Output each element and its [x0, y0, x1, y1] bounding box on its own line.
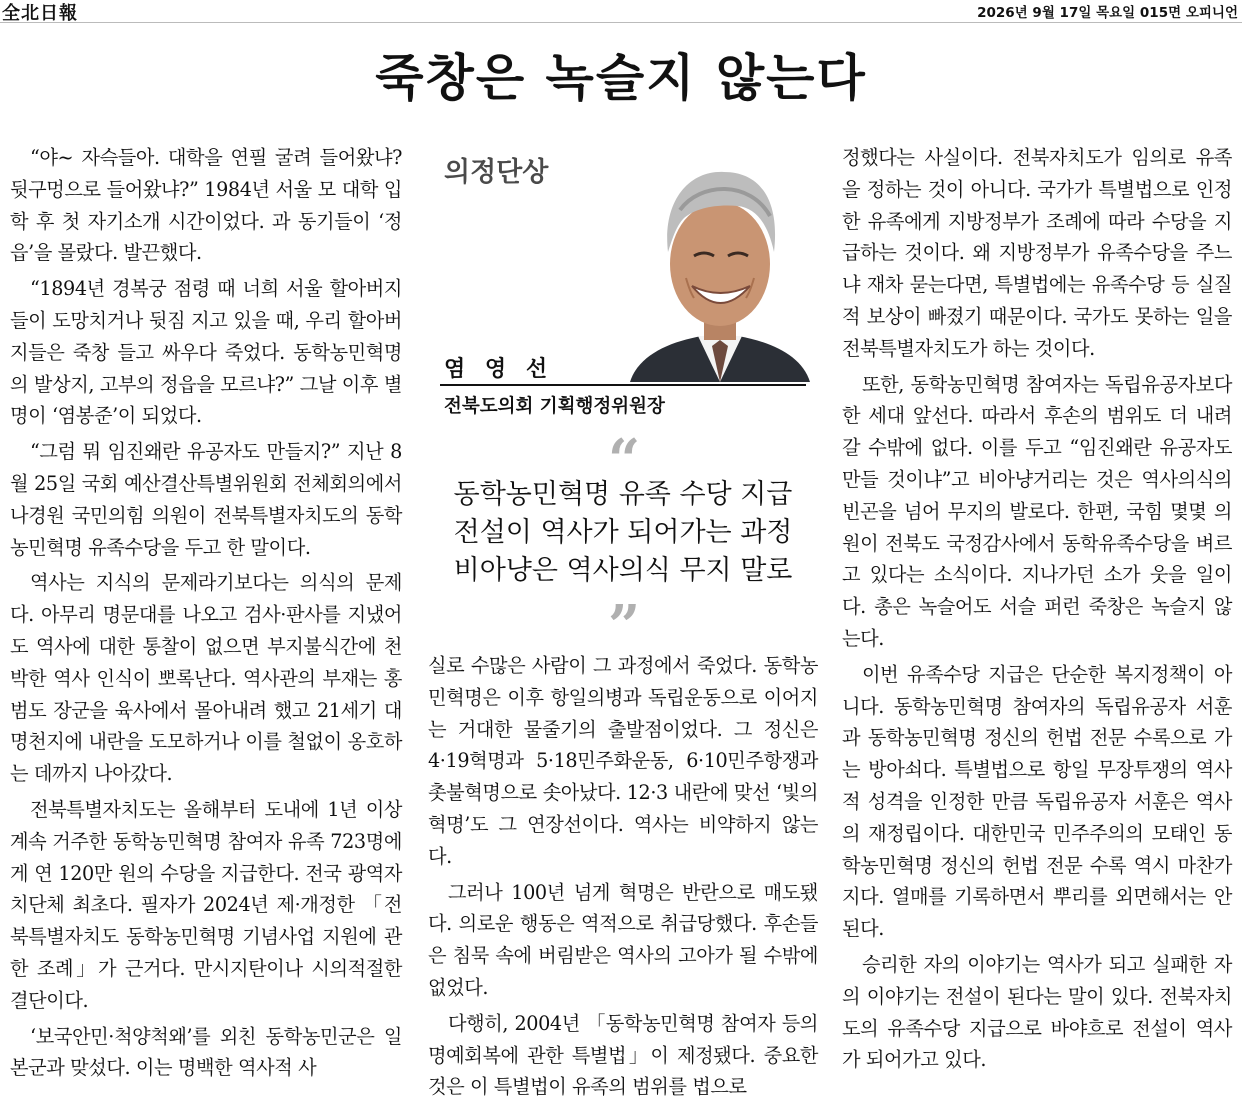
author-title: 전북도의회 기획행정위원장	[444, 396, 665, 417]
paragraph: “야~ 자슥들아. 대학을 연필 굴려 들어왔냐? 뒷구멍으로 들어왔냐?” 1984년 서울 모 대학 입학 후 첫 자기소개 시간이었다. 과 동기들이 ‘정읍’을 몰랐다. 발끈했다.	[10, 146, 402, 265]
paragraph: 실로 수많은 사람이 그 과정에서 죽었다. 동학농민혁명은 이후 항일의병과 독립운동으로 이어지는 거대한 물줄기의 출발점이었다. 그 정신은 4·19혁명과 5·18민주화운동, 6·10민주항쟁과 촛불혁명으로 솟아났다. 12·3 내란에 맞선 ‘빛의 혁명’도 그 연장선이다. 역사는 비약하지 않는다.	[428, 654, 818, 868]
paragraph: 그러나 100년 넘게 혁명은 반란으로 매도됐다. 의로운 행동은 역적으로 취급당했다. 후손들은 침묵 속에 버림받은 역사의 고아가 될 수밖에 없었다.	[428, 880, 818, 999]
pull-quote-line: 전설이 역사가 되어가는 과정	[453, 517, 793, 548]
close-quote-mark: ”	[608, 593, 641, 659]
article-column-1	[10, 142, 402, 1088]
paragraph: 정했다는 사실이다. 전북자치도가 임의로 유족을 정하는 것이 아니다. 국가가 특별법으로 인정한 유족에게 지방정부가 조례에 따라 수당을 지급하는 것이다. 왜 지방정부가 유족수당을 주느냐 재차 묻는다면, 특별법에는 유족수당 등 실질적 보상이 빠졌기 때문이다. 국가도 못하는 일을 전북특별자치도가 하는 것이다.	[842, 146, 1232, 360]
paragraph: 이번 유족수당 지급은 단순한 복지정책이 아니다. 동학농민혁명 참여자의 독립유공자 서훈과 동학농민혁명 정신의 헌법 전문 수록으로 가는 방아쇠다. 특별법으로 항일 무장투쟁의 역사적 성격을 인정한 만큼 독립유공자 서훈은 역사의 재정립이다. 대한민국 민주주의의 모태인 동학농민혁명 정신의 헌법 전문 수록 역시 마찬가지다. 열매를 기록하면서 뿌리를 외면해서는 안 된다.	[842, 662, 1232, 941]
section-label: 의정단상	[444, 157, 549, 188]
paragraph: 전북특별자치도는 올해부터 도내에 1년 이상 계속 거주한 동학농민혁명 참여자 유족 723명에게 연 120만 원의 수당을 지급한다. 전국 광역자치단체 최초다. 필자가 2024년 제·개정한 「전북특별자치도 동학농민혁명 기념사업 지원에 관한 조례」가 근거다. 만시지탄이나 시의적절한 결단이다.	[10, 797, 402, 1012]
paragraph: “그럼 뭐 임진왜란 유공자도 만들지?” 지난 8월 25일 국회 예산결산특별위원회 전체회의에서 나경원 국민의힘 의원이 전북특별자치도의 동학농민혁명 유족수당을 두고 한 말이다.	[10, 440, 402, 559]
paragraph: 승리한 자의 이야기는 역사가 되고 실패한 자의 이야기는 전설이 된다는 말이 있다. 전북자치도의 유족수당 지급으로 바야흐로 전설이 역사가 되어가고 있다.	[842, 952, 1232, 1072]
article-column-2	[428, 650, 818, 1107]
newspaper-logo: 全北日報	[2, 3, 78, 24]
pull-quote-line: 비아냥은 역사의식 무지 말로	[453, 555, 793, 586]
author-photo	[620, 160, 820, 382]
pull-quote-line: 동학농민혁명 유족 수당 지급	[453, 479, 793, 510]
paragraph: 역사는 지식의 문제라기보다는 의식의 문제다. 아무리 명문대를 나오고 검사·판사를 지냈어도 역사에 대한 통찰이 없으면 부지불식간에 천박한 역사 인식이 뽀록난다. 역사관의 부재는 홍범도 장군을 육사에서 몰아내려 했고 21세기 대명천지에 내란을 도모하거나 이를 철없이 옹호하는 데까지 나아갔다.	[10, 571, 402, 786]
byline-divider	[440, 384, 806, 386]
headline: 죽창은 녹슬지 않는다	[375, 49, 867, 107]
paragraph: 다행히, 2004년 「동학농민혁명 참여자 등의 명예회복에 관한 특별법」이 제정됐다. 중요한 것은 이 특별법이 유족의 범위를 법으로	[428, 1011, 818, 1099]
author-name: 염 영 선	[444, 357, 554, 382]
article-column-3	[842, 142, 1232, 1080]
dateline: 2026년 9월 17일 목요일 015면 오피니언	[977, 5, 1238, 21]
masthead	[0, 0, 1242, 23]
paragraph: “1894년 경복궁 점령 때 너희 서울 할아버지들이 도망치거나 뒷짐 지고 있을 때, 우리 할아버지들은 죽창 들고 싸우다 죽었다. 동학농민혁명의 발상지, 고부의 정읍을 모르냐?” 그날 이후 별명이 ‘염봉준’이 되었다.	[10, 277, 402, 428]
paragraph: ‘보국안민·척양척왜’를 외친 동학농민군은 일본군과 맞섰다. 이는 명백한 역사적 사	[10, 1024, 402, 1080]
open-quote-mark: “	[608, 427, 641, 493]
pull-quote	[428, 476, 818, 590]
paragraph: 또한, 동학농민혁명 참여자는 독립유공자보다 한 세대 앞선다. 따라서 후손의 범위도 더 내려갈 수밖에 없다. 이를 두고 “임진왜란 유공자도 만들 것이냐”고 비아냥거리는 것은 역사의식의 빈곤을 넘어 무지의 발로다. 한편, 국힘 몇몇 의원이 전북도 국정감사에서 동학유족수당을 벼르고 있다는 소식이다. 지나가던 소가 웃을 일이다. 총은 녹슬어도 서슬 퍼런 죽창은 녹슬지 않는다.	[842, 372, 1232, 650]
